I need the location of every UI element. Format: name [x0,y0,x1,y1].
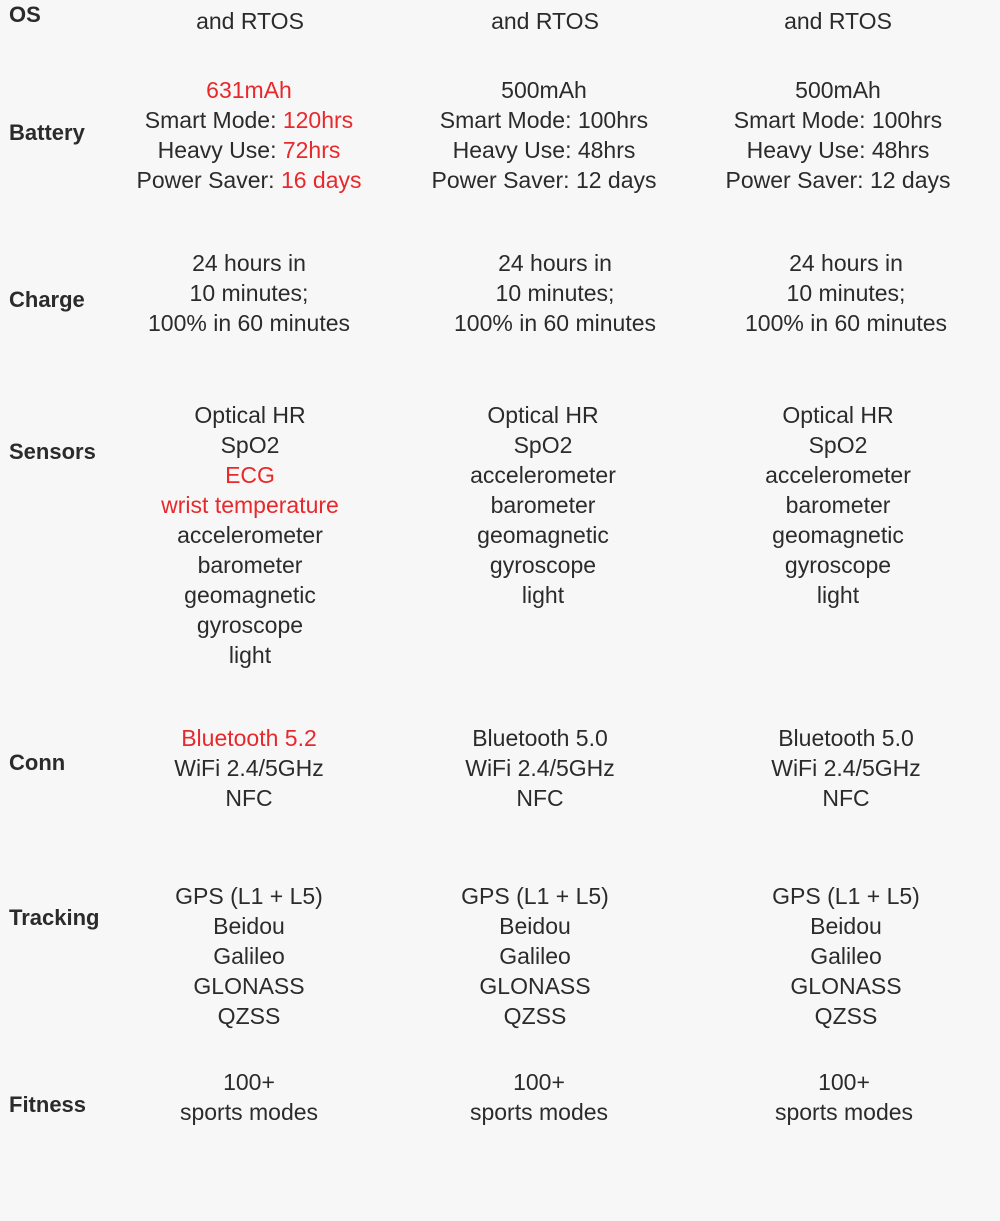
cell-line: 10 minutes; [786,280,906,306]
cell-line: SpO2 [513,432,573,458]
cell-line: 100+ [223,1069,275,1095]
row-label-battery: Battery [9,120,85,145]
cell-line: Beidou [810,913,882,939]
cell-line: WiFi 2.4/5GHz [771,755,921,781]
cell-line: GLONASS [479,973,591,999]
cell-line: sports modes [774,1099,914,1125]
cell-line: light [521,582,565,608]
cell-sensors-col1 [161,400,339,670]
cell-line: 100% in 60 minutes [744,310,948,336]
cell-line: NFC [225,785,273,811]
cell-line: GPS (L1 + L5) [772,883,920,909]
cell-fitness-col2 [470,1067,608,1127]
cell-battery-col3 [725,75,950,195]
cell-line: geomagnetic [184,582,316,608]
cell-line: Power Saver: 12 days [431,167,657,193]
cell-line: gyroscope [196,612,304,638]
cell-tracking-col2 [461,881,609,1031]
cell-line: QZSS [814,1003,878,1029]
cell-line: 24 hours in [192,250,306,276]
cell-line: barometer [785,492,891,518]
cell-line: gyroscope [784,552,892,578]
battery-saver-value: 16 days [280,167,362,193]
row-label-fitness: Fitness [9,1092,87,1117]
cell-line: GLONASS [193,973,305,999]
cell-line: 10 minutes; [495,280,615,306]
cell-tracking-col3 [772,881,920,1031]
cell-line: Smart Mode: 100hrs [733,107,943,133]
cell-line: 24 hours in [789,250,903,276]
battery-smart-prefix: Smart Mode: [144,107,283,133]
row-label-charge: Charge [9,287,85,312]
cell-fitness-col1 [180,1067,318,1127]
cell-os-col1 [196,6,304,36]
battery-heavy-use [136,135,361,165]
sensor-wrist-temperature-highlight: wrist temperature [161,492,339,518]
cell-line: GPS (L1 + L5) [175,883,323,909]
cell-line: Galileo [499,943,571,969]
cell-line: Heavy Use: 48hrs [746,137,930,163]
cell-line: Beidou [499,913,571,939]
cell-conn-col1 [174,723,324,813]
cell-line: Beidou [213,913,285,939]
cell-line: and RTOS [491,8,599,34]
cell-line: geomagnetic [477,522,609,548]
cell-line: NFC [516,785,564,811]
battery-heavy-prefix: Heavy Use: [157,137,283,163]
row-label-sensors: Sensors [9,439,96,464]
cell-line: Optical HR [487,402,599,428]
battery-saver-prefix: Power Saver: [136,167,281,193]
cell-os-col3 [784,6,892,36]
cell-line: sports modes [469,1099,609,1125]
conn-bluetooth-highlight: Bluetooth 5.2 [181,725,317,751]
cell-sensors-col3 [765,400,911,610]
cell-line: geomagnetic [772,522,904,548]
cell-line: QZSS [217,1003,281,1029]
battery-capacity-highlight: 631mAh [206,77,292,103]
cell-line: NFC [822,785,870,811]
cell-line: 100+ [818,1069,870,1095]
cell-charge-col1 [148,248,350,338]
cell-line: 500mAh [795,77,881,103]
cell-line: 500mAh [501,77,587,103]
sensor-ecg-highlight: ECG [225,462,275,488]
cell-line: accelerometer [470,462,616,488]
cell-line: Optical HR [782,402,894,428]
cell-line: Bluetooth 5.0 [472,725,608,751]
row-label-os: OS [9,2,41,27]
cell-charge-col2 [454,248,656,338]
cell-line: Optical HR [194,402,306,428]
cell-line: and RTOS [784,8,892,34]
cell-line: barometer [197,552,303,578]
cell-line: QZSS [503,1003,567,1029]
cell-line: WiFi 2.4/5GHz [174,755,324,781]
cell-fitness-col3 [775,1067,913,1127]
cell-line: light [228,642,272,668]
cell-line: Smart Mode: 100hrs [439,107,649,133]
cell-line: Power Saver: 12 days [725,167,951,193]
cell-line: sports modes [179,1099,319,1125]
cell-conn-col3 [771,723,921,813]
battery-smart-mode [136,105,361,135]
cell-conn-col2 [465,723,615,813]
cell-line: Bluetooth 5.0 [778,725,914,751]
cell-battery-col2 [431,75,656,195]
cell-line: SpO2 [220,432,280,458]
cell-line: barometer [490,492,596,518]
cell-line: accelerometer [177,522,323,548]
cell-line: GLONASS [790,973,902,999]
row-label-tracking: Tracking [9,905,100,930]
cell-line: accelerometer [765,462,911,488]
cell-line: WiFi 2.4/5GHz [465,755,615,781]
row-label-conn: Conn [9,750,66,775]
cell-battery-col1 [136,75,361,195]
cell-line: Galileo [213,943,285,969]
cell-line: 100+ [513,1069,565,1095]
battery-smart-value: 120hrs [282,107,354,133]
cell-line: 100% in 60 minutes [453,310,657,336]
battery-power-saver [136,165,361,195]
cell-sensors-col2 [470,400,616,610]
cell-line: light [816,582,860,608]
battery-heavy-value: 72hrs [282,137,341,163]
cell-line: Galileo [810,943,882,969]
cell-line: and RTOS [196,8,304,34]
cell-line: Heavy Use: 48hrs [452,137,636,163]
cell-line: gyroscope [489,552,597,578]
cell-line: 24 hours in [498,250,612,276]
cell-charge-col3 [745,248,947,338]
cell-line: SpO2 [808,432,868,458]
cell-line: GPS (L1 + L5) [461,883,609,909]
cell-line: 10 minutes; [189,280,309,306]
cell-os-col2 [491,6,599,36]
cell-tracking-col1 [175,881,323,1031]
cell-line: 100% in 60 minutes [147,310,351,336]
